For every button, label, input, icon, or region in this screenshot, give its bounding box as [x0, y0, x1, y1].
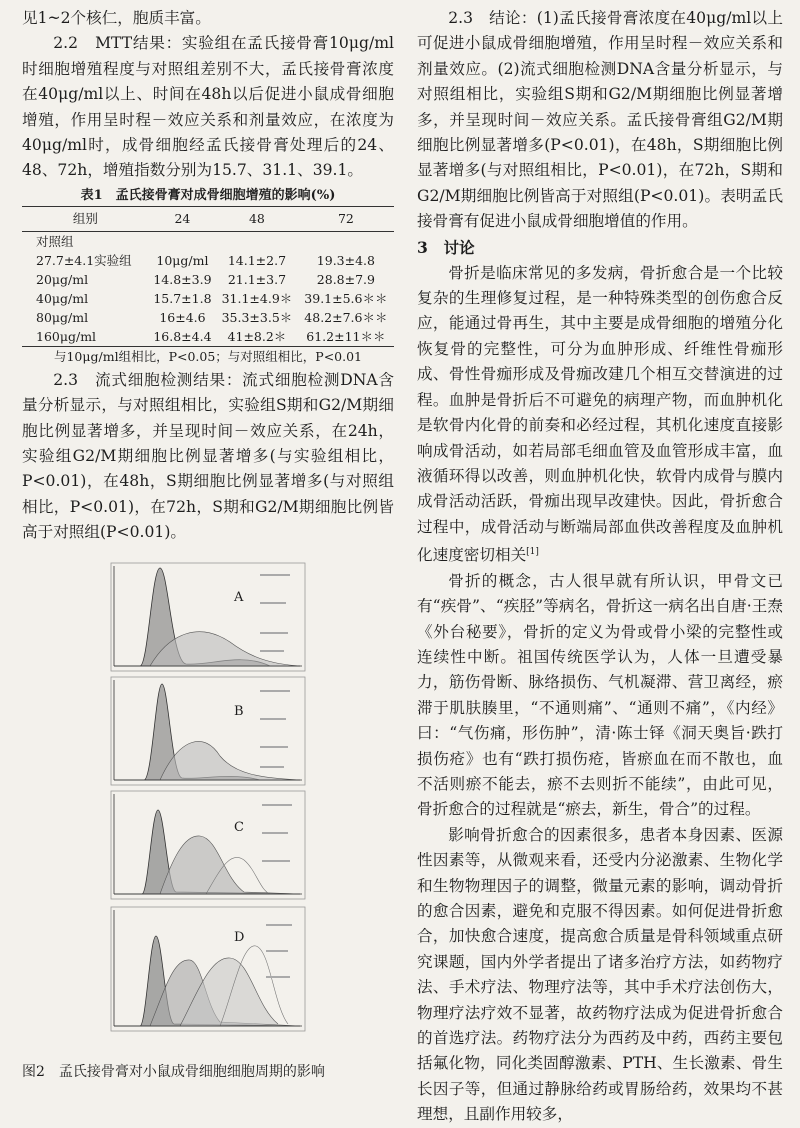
table-cell: 27.7±4.1实验组 [36, 252, 132, 268]
table-cell: 41±8.2＊ [227, 328, 287, 344]
paragraph-text: 骨折是临床常见的多发病，骨折愈合是一个比较复杂的生理修复过程，是一种特殊类型的创伤愈合反应，能通过骨再生，其中主要是成骨细胞的增殖分化恢复骨的完整性，可分为血肿形成、纤维性骨痂形成、骨性骨痂形成及骨痂改建几个相互交替演进的过程。血肿是骨折后不可避免的病理产物，而血肿机化是软骨内化骨的前奏和必经过程，其机化速度直接影响成骨活动，如若局部毛细血管及血管形成丰富，血液循环得以改善，则血肿机化快，软骨内成骨与膜内成骨活动活跃，骨痂出现早改建快。因此，骨折愈合过程中，成骨活动与断端局部血供改善程度及血肿机化速度密切相关 [417, 263, 783, 565]
panel-label-d: D [234, 929, 245, 945]
table-cell: 10μg/ml [156, 252, 209, 268]
section-heading-discussion: 3 讨论 [417, 237, 475, 257]
table-cell: 40μg/ml [36, 290, 89, 306]
paragraph-discussion-1 [417, 261, 783, 569]
panel-label-a: A [234, 589, 244, 605]
table-cell: 35.3±3.5＊ [221, 309, 293, 325]
table-row [22, 308, 394, 327]
table-cell: 16.8±4.4 [153, 328, 212, 344]
table-cell: 20μg/ml [36, 271, 89, 287]
panel-label-b: B [234, 703, 244, 719]
paragraph-mtt-results: 2.2 MTT结果：实验组在孟氏接骨膏10μg/ml时细胞增殖程度与对照组差别不大，孟氏接骨膏浓度在40μg/ml以上、时间在48h以后促进小鼠成骨细胞增殖，作用呈时程－效应关系和剂量效应，在浓度为40μg/ml时，成骨细胞经孟氏接骨膏处理后的24、48、72h，增殖指数分别为15.7、31.1、39.1。 [22, 34, 394, 180]
paragraph-discussion-2: 骨折的概念，古人很早就有所认识，甲骨文已有“疾骨”、“疾胫”等病名，骨折这一病名出自唐·王焘《外台秘要》，骨折的定义为骨或骨小梁的完整性或连续性中断。祖国传统医学认为，人体一旦遭受暴力，筋伤骨断、脉络损伤、气机凝滞、营卫离经，瘀滞于肌肤腠里，“不通则痛”、“通则不痛”，《内经》曰：“气伤痛，形伤肿”，清·陈士铎《洞天奥旨·跌打损伤疮》也有“跌打损伤疮，皆瘀血在而不散也，血不活则瘀不能去，瘀不去则折不能续”，由此可见，骨折愈合的过程就是“瘀去，新生，骨合”的过程。 [417, 571, 783, 819]
table-cell: 15.7±1.8 [153, 290, 212, 306]
paragraph-flow-cytometry: 2.3 流式细胞检测结果：流式细胞检测DNA含量分析显示，与对照组相比，实验组S期和G2/M期细胞比例显著增多，并呈现时间－效应关系，在24h，实验组G2/M期细胞比例显著增多(与实验组相比，P<0.01)，在48h，S期细胞比例显著增多(与对照组相比，P<0.01)，在72h，S期和G2/M期细胞比例皆高于对照组(P<0.01)。 [22, 370, 394, 542]
table-row [22, 289, 394, 308]
table-cell: 14.1±2.7 [227, 252, 287, 268]
paragraph-cell-morphology-end: 见1~2个核仁，胞质丰富。 [22, 9, 211, 27]
histogram-panel-a [110, 562, 306, 672]
left-column [22, 6, 394, 1080]
table-header-cell: 72 [337, 210, 354, 226]
table-row [22, 251, 394, 270]
table-cell: 14.8±3.9 [153, 271, 212, 287]
table-row [22, 231, 394, 251]
table-cell [298, 231, 394, 251]
histogram-panel-d [110, 906, 306, 1032]
figure-caption: 图2 孟氏接骨膏对小鼠成骨细胞细胞周期的影响 [22, 1063, 325, 1080]
table-cell: 31.1±4.9＊ [221, 290, 293, 306]
table-caption: 表1 孟氏接骨膏对成骨细胞增殖的影响(%) [80, 187, 336, 203]
table-cell [149, 231, 216, 251]
citation-ref: [1] [526, 547, 539, 558]
table-cell: 对照组 [36, 233, 74, 249]
paragraph-discussion-3: 影响骨折愈合的因素很多，患者本身因素、医源性因素等，从微观来看，还受内分泌激素、生物化学和生物物理因子的调整，微量元素的影响，调动骨折的愈合因素，避免和克服不得因素。如何促进骨折愈合，加快愈合速度，提高愈合质量是骨科领域重点研究课题，国内外学者提出了诸多治疗方法，如药物疗法、手术疗法、物理疗法等，其中手术疗法创伤大，物理疗法疗效不显著，故药物疗法成为促进骨折愈合的首选疗法。药物疗法分为西药及中药，西药主要包括氟化物，同化类固醇激素、PTH、生长激素、骨生长因子等，但通过静脉给药或胃肠给药，效果均不甚理想，且副作用较多， [417, 825, 783, 1124]
figure-cell-cycle [22, 554, 394, 1080]
proliferation-table [22, 206, 394, 347]
panel-label-c: C [234, 819, 244, 835]
table-header-cell: 组别 [72, 210, 98, 226]
table-cell: 160μg/ml [36, 328, 97, 344]
table-cell: 39.1±5.6＊＊ [304, 290, 388, 306]
histogram-panel-c [110, 790, 306, 900]
table-cell: 19.3±4.8 [316, 252, 375, 268]
table-cell [216, 231, 298, 251]
table-header-cell: 48 [248, 210, 265, 226]
table-cell: 80μg/ml [36, 309, 89, 325]
table-header-cell: 24 [174, 210, 191, 226]
right-column [417, 6, 783, 1128]
paragraph-conclusion: 2.3 结论：(1)孟氏接骨膏浓度在40μg/ml以上可促进小鼠成骨细胞增殖，作用呈时程－效应关系和剂量效应。(2)流式细胞检测DNA含量分析显示，与对照组相比，实验组S期和G2/M期细胞比例显著增多，并呈现时间－效应关系。孟氏接骨膏组G2/M期细胞比例显著增多(P<0.01)，在48h，S期细胞比例显著增多(与对照组相比，P<0.01)，在72h，S期和G2/M期细胞比例皆高于对照组(P<0.01)。表明孟氏接骨膏有促进小鼠成骨细胞增值的作用。 [417, 9, 783, 231]
table-row [22, 327, 394, 347]
table-header-row [22, 206, 394, 231]
table-cell: 21.1±3.7 [227, 271, 287, 287]
table-cell: 28.8±7.9 [316, 271, 375, 287]
table-cell: 16±4.6 [159, 309, 206, 325]
table-cell: 48.2±7.6＊＊ [304, 309, 388, 325]
table-cell: 61.2±11＊＊ [306, 328, 386, 344]
histogram-panel-b [110, 676, 306, 786]
table-row [22, 270, 394, 289]
table-footnote: 与10μg/ml组相比，P<0.05；与对照组相比，P<0.01 [53, 348, 363, 364]
